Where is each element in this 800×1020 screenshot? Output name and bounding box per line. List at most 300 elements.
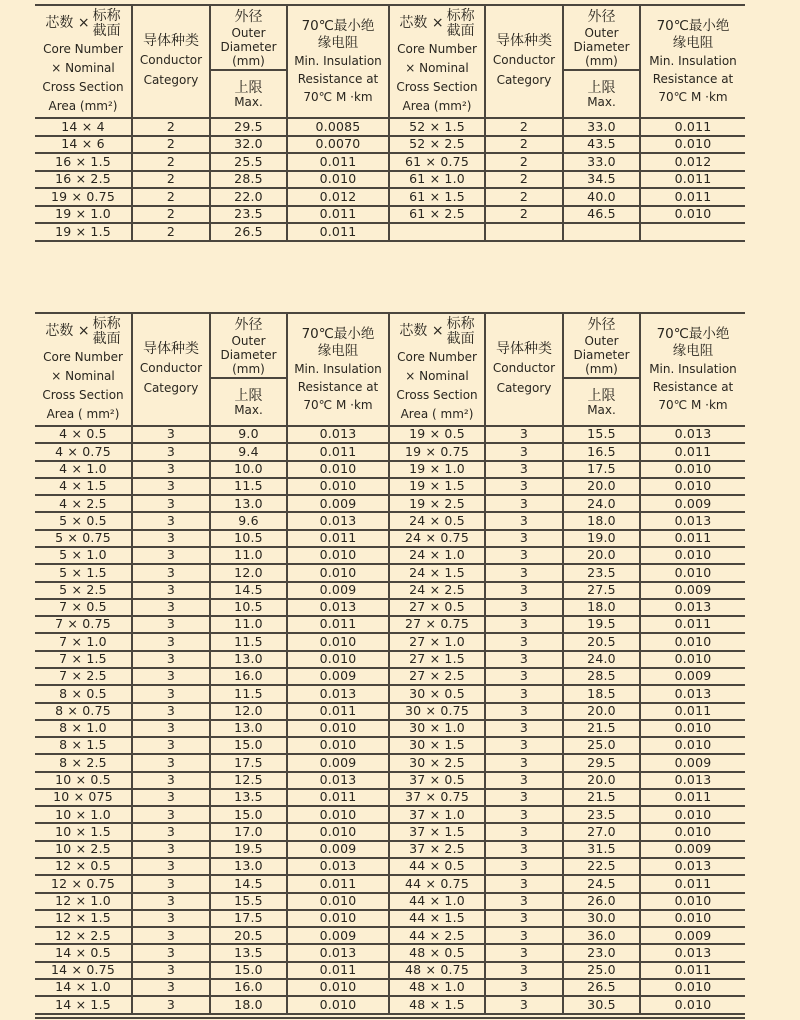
table-row bbox=[35, 737, 745, 754]
cell-core-size: 52 × 2.5 bbox=[389, 136, 485, 154]
cell-core-size: 24 × 0.75 bbox=[389, 530, 485, 547]
cell-conductor-category: 2 bbox=[485, 206, 563, 224]
header-outer-diameter: 外径 Outer Diameter (mm) bbox=[563, 313, 640, 378]
cable-spec-table-2 bbox=[35, 312, 745, 1015]
table-row bbox=[35, 530, 745, 547]
cell-insulation-resistance: 0.011 bbox=[287, 875, 389, 892]
cell-core-size: 10 × 1.5 bbox=[35, 823, 132, 840]
cell-conductor-category: 3 bbox=[132, 927, 210, 944]
header-outer-diameter: 外径 Outer Diameter (mm) bbox=[563, 5, 640, 70]
table-row bbox=[35, 461, 745, 478]
cell-core-size: 16 × 2.5 bbox=[35, 171, 132, 189]
cell-insulation-resistance: 0.009 bbox=[287, 582, 389, 599]
cell-core-size: 14 × 1.0 bbox=[35, 979, 132, 996]
cell-outer-diameter: 24.5 bbox=[563, 875, 640, 892]
cell-outer-diameter: 15.5 bbox=[563, 426, 640, 443]
cell-outer-diameter: 26.0 bbox=[563, 893, 640, 910]
table-row bbox=[35, 962, 745, 979]
cell-core-size: 4 × 0.5 bbox=[35, 426, 132, 443]
table-row bbox=[35, 685, 745, 702]
cell-outer-diameter: 13.5 bbox=[210, 944, 287, 961]
cell-core-size: 61 × 0.75 bbox=[389, 153, 485, 171]
cell-outer-diameter: 19.5 bbox=[210, 841, 287, 858]
cell-outer-diameter: 22.0 bbox=[210, 188, 287, 206]
table-row bbox=[35, 875, 745, 892]
header-core-number-zh: 芯数 × 标称 截面 bbox=[45, 316, 121, 347]
cell-core-size: 19 × 1.0 bbox=[35, 206, 132, 224]
header-outer-diameter: 外径 Outer Diameter (mm) bbox=[210, 5, 287, 70]
cell-core-size: 12 × 0.75 bbox=[35, 875, 132, 892]
cell-conductor-category: 2 bbox=[132, 118, 210, 136]
cell-conductor-category: 2 bbox=[132, 136, 210, 154]
table-row bbox=[35, 772, 745, 789]
table-row bbox=[35, 171, 745, 189]
cell-insulation-resistance: 0.011 bbox=[287, 153, 389, 171]
cell-outer-diameter: 30.5 bbox=[563, 996, 640, 1014]
cell-insulation-resistance: 0.010 bbox=[640, 823, 745, 840]
cell-conductor-category: 3 bbox=[132, 789, 210, 806]
cell-conductor-category: 3 bbox=[132, 858, 210, 875]
cell-conductor-category: 3 bbox=[485, 478, 563, 495]
cell-core-size: 14 × 1.5 bbox=[35, 996, 132, 1014]
cell-core-size: 4 × 1.5 bbox=[35, 478, 132, 495]
cell-insulation-resistance: 0.012 bbox=[640, 153, 745, 171]
cell-core-size: 12 × 1.5 bbox=[35, 910, 132, 927]
cell-outer-diameter: 14.5 bbox=[210, 582, 287, 599]
cell-outer-diameter: 10.5 bbox=[210, 599, 287, 616]
cell-insulation-resistance: 0.011 bbox=[287, 962, 389, 979]
cell-core-size: 30 × 1.0 bbox=[389, 720, 485, 737]
cell-core-size: 19 × 1.0 bbox=[389, 461, 485, 478]
cell-insulation-resistance: 0.011 bbox=[640, 171, 745, 189]
cell-conductor-category: 3 bbox=[132, 996, 210, 1014]
cell-outer-diameter: 11.5 bbox=[210, 478, 287, 495]
cell-outer-diameter: 17.0 bbox=[210, 823, 287, 840]
table-row bbox=[35, 206, 745, 224]
cell-insulation-resistance: 0.010 bbox=[640, 136, 745, 154]
cell-conductor-category: 2 bbox=[132, 153, 210, 171]
cell-outer-diameter: 29.5 bbox=[210, 118, 287, 136]
cell-core-size: 48 × 0.75 bbox=[389, 962, 485, 979]
header-conductor-category: 导体种类 Conductor Category bbox=[485, 313, 563, 426]
cell-conductor-category: 3 bbox=[485, 564, 563, 581]
cell-insulation-resistance: 0.011 bbox=[640, 118, 745, 136]
cell-core-size: 37 × 2.5 bbox=[389, 841, 485, 858]
cell-core-size: 30 × 0.75 bbox=[389, 703, 485, 720]
cell-conductor-category: 3 bbox=[132, 443, 210, 460]
cell-insulation-resistance: 0.013 bbox=[287, 858, 389, 875]
cell-core-size: 44 × 2.5 bbox=[389, 927, 485, 944]
cell-insulation-resistance: 0.011 bbox=[640, 875, 745, 892]
cell-conductor-category: 3 bbox=[485, 962, 563, 979]
cell-conductor-category: 3 bbox=[132, 703, 210, 720]
cell-outer-diameter: 27.5 bbox=[563, 582, 640, 599]
cell-core-size: 5 × 0.75 bbox=[35, 530, 132, 547]
cell-core-size bbox=[389, 223, 485, 241]
cell-outer-diameter: 46.5 bbox=[563, 206, 640, 224]
header-od-max: 上限 Max. bbox=[210, 70, 287, 118]
cell-insulation-resistance: 0.011 bbox=[287, 530, 389, 547]
cell-insulation-resistance: 0.010 bbox=[287, 461, 389, 478]
cell-outer-diameter: 13.0 bbox=[210, 720, 287, 737]
cell-outer-diameter: 13.0 bbox=[210, 651, 287, 668]
cell-core-size: 10 × 1.0 bbox=[35, 806, 132, 823]
cell-outer-diameter: 11.5 bbox=[210, 685, 287, 702]
cell-conductor-category: 3 bbox=[132, 875, 210, 892]
cell-outer-diameter: 23.0 bbox=[563, 944, 640, 961]
cell-outer-diameter: 24.0 bbox=[563, 495, 640, 512]
cell-conductor-category: 3 bbox=[485, 703, 563, 720]
header-insulation-resistance: 70℃最小绝 缘电阻 Min. Insulation Resistance at 70℃ M ·km bbox=[640, 5, 745, 118]
cell-insulation-resistance: 0.009 bbox=[640, 668, 745, 685]
cell-conductor-category: 3 bbox=[132, 893, 210, 910]
cell-insulation-resistance: 0.010 bbox=[640, 806, 745, 823]
table-row bbox=[35, 153, 745, 171]
cell-insulation-resistance: 0.011 bbox=[640, 188, 745, 206]
cell-insulation-resistance: 0.011 bbox=[287, 789, 389, 806]
table-row bbox=[35, 651, 745, 668]
table-row bbox=[35, 927, 745, 944]
cell-outer-diameter: 20.5 bbox=[563, 633, 640, 650]
table-row bbox=[35, 789, 745, 806]
cell-insulation-resistance: 0.010 bbox=[640, 893, 745, 910]
cell-core-size: 19 × 2.5 bbox=[389, 495, 485, 512]
cell-conductor-category: 3 bbox=[132, 564, 210, 581]
cell-conductor-category: 3 bbox=[132, 530, 210, 547]
cell-conductor-category: 3 bbox=[132, 668, 210, 685]
cell-outer-diameter: 13.5 bbox=[210, 789, 287, 806]
cell-outer-diameter: 33.0 bbox=[563, 118, 640, 136]
cell-core-size: 48 × 1.0 bbox=[389, 979, 485, 996]
cell-insulation-resistance: 0.013 bbox=[287, 772, 389, 789]
cell-outer-diameter: 13.0 bbox=[210, 858, 287, 875]
page-bottom-rule bbox=[35, 1017, 745, 1019]
cell-conductor-category: 3 bbox=[132, 616, 210, 633]
cell-conductor-category: 2 bbox=[132, 171, 210, 189]
cell-insulation-resistance: 0.009 bbox=[640, 754, 745, 771]
cell-core-size: 7 × 1.0 bbox=[35, 633, 132, 650]
cell-conductor-category: 3 bbox=[132, 461, 210, 478]
cable-spec-table-1 bbox=[35, 4, 745, 242]
cell-core-size: 37 × 0.75 bbox=[389, 789, 485, 806]
cell-insulation-resistance: 0.013 bbox=[287, 685, 389, 702]
cell-conductor-category: 3 bbox=[485, 927, 563, 944]
header-conductor-category: 导体种类 Conductor Category bbox=[132, 5, 210, 118]
cell-conductor-category: 3 bbox=[485, 737, 563, 754]
cell-core-size: 27 × 1.5 bbox=[389, 651, 485, 668]
cell-outer-diameter: 19.5 bbox=[563, 616, 640, 633]
cell-conductor-category: 3 bbox=[132, 599, 210, 616]
cell-conductor-category: 2 bbox=[132, 188, 210, 206]
table-row bbox=[35, 582, 745, 599]
table-row bbox=[35, 754, 745, 771]
cell-insulation-resistance: 0.010 bbox=[640, 564, 745, 581]
cell-core-size: 5 × 0.5 bbox=[35, 512, 132, 529]
header-od-max: 上限 Max. bbox=[210, 378, 287, 426]
cell-core-size: 24 × 1.5 bbox=[389, 564, 485, 581]
cell-core-size: 5 × 2.5 bbox=[35, 582, 132, 599]
cell-outer-diameter: 27.0 bbox=[563, 823, 640, 840]
cell-insulation-resistance: 0.010 bbox=[640, 633, 745, 650]
cell-outer-diameter: 26.5 bbox=[563, 979, 640, 996]
cell-conductor-category: 3 bbox=[485, 547, 563, 564]
cell-outer-diameter: 20.0 bbox=[563, 478, 640, 495]
cell-conductor-category: 3 bbox=[485, 530, 563, 547]
table-row bbox=[35, 599, 745, 616]
cell-insulation-resistance: 0.011 bbox=[640, 703, 745, 720]
header-row bbox=[35, 313, 745, 378]
cell-conductor-category: 3 bbox=[485, 806, 563, 823]
cell-core-size: 4 × 0.75 bbox=[35, 443, 132, 460]
cell-outer-diameter: 12.5 bbox=[210, 772, 287, 789]
cell-outer-diameter: 25.5 bbox=[210, 153, 287, 171]
cell-insulation-resistance: 0.010 bbox=[287, 171, 389, 189]
cell-conductor-category: 3 bbox=[132, 633, 210, 650]
cell-conductor-category: 3 bbox=[132, 478, 210, 495]
table-row bbox=[35, 633, 745, 650]
cell-core-size: 16 × 1.5 bbox=[35, 153, 132, 171]
cell-outer-diameter: 21.5 bbox=[563, 789, 640, 806]
cell-core-size: 14 × 0.75 bbox=[35, 962, 132, 979]
cell-conductor-category: 3 bbox=[132, 754, 210, 771]
cell-insulation-resistance: 0.009 bbox=[287, 495, 389, 512]
cell-core-size: 7 × 0.75 bbox=[35, 616, 132, 633]
cell-conductor-category: 3 bbox=[132, 910, 210, 927]
cell-conductor-category: 3 bbox=[132, 495, 210, 512]
cell-outer-diameter: 18.0 bbox=[563, 512, 640, 529]
table-row bbox=[35, 806, 745, 823]
cell-core-size: 10 × 075 bbox=[35, 789, 132, 806]
cell-core-size: 37 × 0.5 bbox=[389, 772, 485, 789]
cell-outer-diameter: 30.0 bbox=[563, 910, 640, 927]
cell-outer-diameter: 23.5 bbox=[210, 206, 287, 224]
cell-outer-diameter: 20.0 bbox=[563, 772, 640, 789]
cell-core-size: 14 × 4 bbox=[35, 118, 132, 136]
cell-conductor-category: 3 bbox=[485, 823, 563, 840]
cell-insulation-resistance: 0.013 bbox=[287, 426, 389, 443]
cell-outer-diameter: 16.5 bbox=[563, 443, 640, 460]
cell-insulation-resistance: 0.011 bbox=[287, 206, 389, 224]
cell-core-size: 12 × 0.5 bbox=[35, 858, 132, 875]
cell-insulation-resistance: 0.009 bbox=[287, 668, 389, 685]
cell-insulation-resistance: 0.010 bbox=[287, 893, 389, 910]
cell-insulation-resistance: 0.010 bbox=[287, 979, 389, 996]
cell-insulation-resistance: 0.010 bbox=[640, 910, 745, 927]
cell-insulation-resistance: 0.010 bbox=[287, 633, 389, 650]
cell-insulation-resistance: 0.011 bbox=[640, 443, 745, 460]
cell-insulation-resistance: 0.013 bbox=[640, 685, 745, 702]
cell-outer-diameter: 25.0 bbox=[563, 962, 640, 979]
cell-core-size: 7 × 2.5 bbox=[35, 668, 132, 685]
cell-conductor-category: 3 bbox=[485, 651, 563, 668]
cell-conductor-category: 3 bbox=[485, 789, 563, 806]
cell-core-size: 8 × 0.75 bbox=[35, 703, 132, 720]
cell-outer-diameter: 12.0 bbox=[210, 564, 287, 581]
cell-insulation-resistance: 0.010 bbox=[287, 737, 389, 754]
cell-insulation-resistance: 0.010 bbox=[640, 979, 745, 996]
cell-conductor-category: 3 bbox=[485, 910, 563, 927]
cell-conductor-category: 3 bbox=[132, 737, 210, 754]
cell-insulation-resistance: 0.010 bbox=[640, 651, 745, 668]
cell-conductor-category: 2 bbox=[132, 206, 210, 224]
cell-outer-diameter bbox=[563, 223, 640, 241]
cell-outer-diameter: 9.6 bbox=[210, 512, 287, 529]
cell-core-size: 14 × 6 bbox=[35, 136, 132, 154]
cell-insulation-resistance: 0.0085 bbox=[287, 118, 389, 136]
cell-insulation-resistance: 0.010 bbox=[640, 461, 745, 478]
table-row bbox=[35, 616, 745, 633]
cell-conductor-category: 3 bbox=[485, 426, 563, 443]
cell-outer-diameter: 40.0 bbox=[563, 188, 640, 206]
table-row bbox=[35, 720, 745, 737]
cell-core-size: 10 × 2.5 bbox=[35, 841, 132, 858]
cell-insulation-resistance: 0.009 bbox=[640, 927, 745, 944]
cell-conductor-category: 3 bbox=[485, 754, 563, 771]
cell-outer-diameter: 17.5 bbox=[210, 754, 287, 771]
cell-conductor-category: 2 bbox=[485, 136, 563, 154]
cell-insulation-resistance: 0.011 bbox=[640, 789, 745, 806]
cell-conductor-category: 2 bbox=[485, 171, 563, 189]
header-core-number: 芯数 × 标称 截面 Core Number × Nominal Cross Section Area (mm²) bbox=[35, 5, 132, 118]
cell-conductor-category: 3 bbox=[132, 944, 210, 961]
cell-core-size: 37 × 1.5 bbox=[389, 823, 485, 840]
cell-outer-diameter: 15.0 bbox=[210, 962, 287, 979]
header-insulation-resistance: 70℃最小绝 缘电阻 Min. Insulation Resistance at 70℃ M ·km bbox=[287, 313, 389, 426]
cell-outer-diameter: 22.5 bbox=[563, 858, 640, 875]
cell-outer-diameter: 29.5 bbox=[563, 754, 640, 771]
cell-insulation-resistance: 0.011 bbox=[287, 443, 389, 460]
table-row bbox=[35, 223, 745, 241]
cell-core-size: 30 × 1.5 bbox=[389, 737, 485, 754]
cell-core-size: 4 × 2.5 bbox=[35, 495, 132, 512]
cell-outer-diameter: 43.5 bbox=[563, 136, 640, 154]
cell-outer-diameter: 15.5 bbox=[210, 893, 287, 910]
cell-core-size: 44 × 0.75 bbox=[389, 875, 485, 892]
cell-core-size: 30 × 2.5 bbox=[389, 754, 485, 771]
cell-conductor-category: 2 bbox=[485, 118, 563, 136]
cell-insulation-resistance: 0.013 bbox=[640, 772, 745, 789]
cell-insulation-resistance: 0.009 bbox=[287, 754, 389, 771]
header-conductor-category: 导体种类 Conductor Category bbox=[485, 5, 563, 118]
cell-insulation-resistance: 0.009 bbox=[640, 495, 745, 512]
cell-outer-diameter: 17.5 bbox=[210, 910, 287, 927]
cell-outer-diameter: 11.5 bbox=[210, 633, 287, 650]
cell-core-size: 8 × 1.0 bbox=[35, 720, 132, 737]
cell-core-size: 7 × 1.5 bbox=[35, 651, 132, 668]
cell-outer-diameter: 14.5 bbox=[210, 875, 287, 892]
cell-conductor-category: 3 bbox=[132, 772, 210, 789]
cell-insulation-resistance: 0.011 bbox=[640, 530, 745, 547]
cell-insulation-resistance: 0.010 bbox=[287, 823, 389, 840]
table-row bbox=[35, 910, 745, 927]
cell-outer-diameter: 13.0 bbox=[210, 495, 287, 512]
cell-conductor-category: 3 bbox=[485, 996, 563, 1014]
header-core-number-zh: 芯数 × 标称 截面 bbox=[399, 8, 475, 39]
cell-core-size: 4 × 1.0 bbox=[35, 461, 132, 478]
cell-outer-diameter: 17.5 bbox=[563, 461, 640, 478]
header-core-number-zh: 芯数 × 标称 截面 bbox=[45, 8, 121, 39]
cell-conductor-category: 3 bbox=[132, 823, 210, 840]
cell-core-size: 19 × 1.5 bbox=[35, 223, 132, 241]
cell-conductor-category: 2 bbox=[132, 223, 210, 241]
cell-conductor-category: 3 bbox=[485, 668, 563, 685]
cell-outer-diameter: 9.4 bbox=[210, 443, 287, 460]
cell-insulation-resistance: 0.013 bbox=[287, 599, 389, 616]
cell-conductor-category: 3 bbox=[132, 720, 210, 737]
cell-insulation-resistance: 0.013 bbox=[640, 426, 745, 443]
header-core-number: 芯数 × 标称 截面 Core Number × Nominal Cross Section Area ( mm²) bbox=[35, 313, 132, 426]
cell-core-size: 19 × 0.75 bbox=[389, 443, 485, 460]
cell-outer-diameter: 34.5 bbox=[563, 171, 640, 189]
cell-core-size: 48 × 1.5 bbox=[389, 996, 485, 1014]
cell-conductor-category: 3 bbox=[132, 547, 210, 564]
cell-insulation-resistance bbox=[640, 223, 745, 241]
cell-conductor-category: 3 bbox=[132, 651, 210, 668]
cell-conductor-category: 2 bbox=[485, 153, 563, 171]
cell-outer-diameter: 18.5 bbox=[563, 685, 640, 702]
cell-conductor-category: 3 bbox=[485, 841, 563, 858]
header-core-number-zh: 芯数 × 标称 截面 bbox=[399, 316, 475, 347]
table-row bbox=[35, 823, 745, 840]
cell-outer-diameter: 10.0 bbox=[210, 461, 287, 478]
cell-conductor-category: 3 bbox=[485, 944, 563, 961]
cell-insulation-resistance: 0.010 bbox=[640, 720, 745, 737]
header-od-max: 上限 Max. bbox=[563, 70, 640, 118]
cell-insulation-resistance: 0.011 bbox=[287, 223, 389, 241]
cell-insulation-resistance: 0.013 bbox=[640, 858, 745, 875]
cell-conductor-category: 3 bbox=[485, 685, 563, 702]
cell-insulation-resistance: 0.013 bbox=[287, 944, 389, 961]
cell-outer-diameter: 26.5 bbox=[210, 223, 287, 241]
cell-conductor-category: 3 bbox=[485, 599, 563, 616]
cell-core-size: 14 × 0.5 bbox=[35, 944, 132, 961]
cell-conductor-category: 3 bbox=[132, 841, 210, 858]
cell-core-size: 12 × 1.0 bbox=[35, 893, 132, 910]
cell-conductor-category: 3 bbox=[132, 962, 210, 979]
cell-conductor-category: 3 bbox=[485, 582, 563, 599]
cell-insulation-resistance: 0.013 bbox=[640, 512, 745, 529]
cell-insulation-resistance: 0.013 bbox=[287, 512, 389, 529]
cell-conductor-category: 3 bbox=[132, 426, 210, 443]
cell-conductor-category: 3 bbox=[485, 512, 563, 529]
header-od-max: 上限 Max. bbox=[563, 378, 640, 426]
cell-outer-diameter: 20.0 bbox=[563, 547, 640, 564]
cell-insulation-resistance: 0.010 bbox=[640, 737, 745, 754]
header-insulation-resistance: 70℃最小绝 缘电阻 Min. Insulation Resistance at 70℃ M ·km bbox=[640, 313, 745, 426]
cell-insulation-resistance: 0.012 bbox=[287, 188, 389, 206]
cell-outer-diameter: 11.0 bbox=[210, 616, 287, 633]
cell-conductor-category: 2 bbox=[485, 188, 563, 206]
cell-outer-diameter: 20.0 bbox=[563, 703, 640, 720]
cell-insulation-resistance: 0.0070 bbox=[287, 136, 389, 154]
cell-core-size: 27 × 0.75 bbox=[389, 616, 485, 633]
cell-insulation-resistance: 0.010 bbox=[640, 206, 745, 224]
cell-outer-diameter: 32.0 bbox=[210, 136, 287, 154]
cell-outer-diameter: 19.0 bbox=[563, 530, 640, 547]
header-core-number: 芯数 × 标称 截面 Core Number × Nominal Cross Section Area ( mm²) bbox=[389, 313, 485, 426]
cell-outer-diameter: 9.0 bbox=[210, 426, 287, 443]
table-row bbox=[35, 478, 745, 495]
cell-core-size: 27 × 1.0 bbox=[389, 633, 485, 650]
table-row bbox=[35, 979, 745, 996]
cell-outer-diameter: 12.0 bbox=[210, 703, 287, 720]
cell-outer-diameter: 10.5 bbox=[210, 530, 287, 547]
cell-core-size: 8 × 2.5 bbox=[35, 754, 132, 771]
cell-conductor-category: 3 bbox=[132, 512, 210, 529]
cell-insulation-resistance: 0.010 bbox=[287, 478, 389, 495]
cell-insulation-resistance: 0.010 bbox=[287, 806, 389, 823]
cell-core-size: 61 × 1.5 bbox=[389, 188, 485, 206]
